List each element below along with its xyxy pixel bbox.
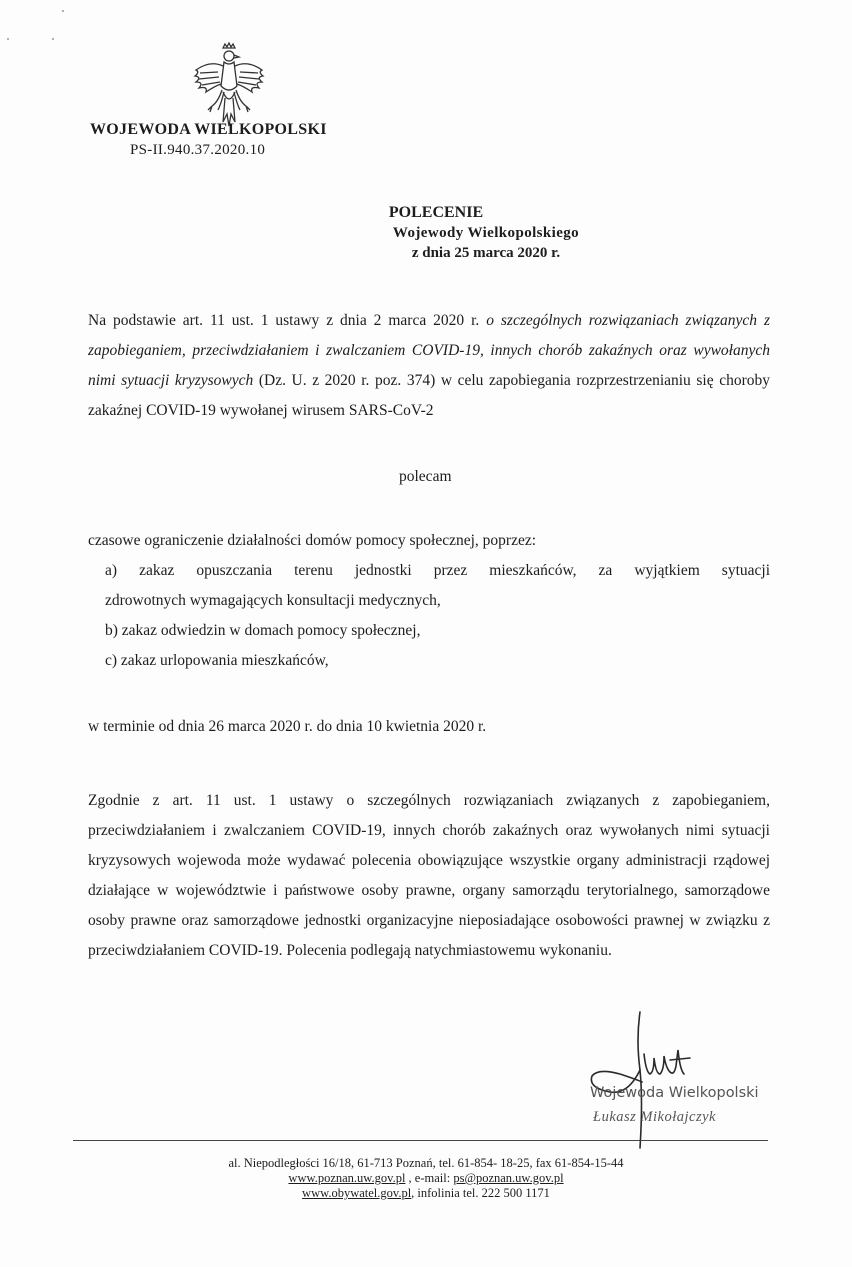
term-statement: w terminie od dnia 26 marca 2020 r. do dnia 10 kwietnia 2020 r. — [88, 718, 487, 735]
footer-address: al. Niepodległości 16/18, 61-713 Poznań, tel. 61-854- 18-25, fax 61-854-15-44 — [228, 1156, 624, 1170]
title-line-3: z dnia 25 marca 2020 r. — [411, 245, 561, 261]
issuer-name: WOJEWODA WIELKOPOLSKI — [90, 121, 327, 138]
signatory-position: Wojewoda Wielkopolski — [590, 1085, 759, 1101]
website-link[interactable]: www.poznan.uw.gov.pl — [288, 1171, 406, 1185]
footer-portal — [0, 1186, 852, 1201]
intro-text-part1: Na podstawie art. 11 ust. 1 ustawy z dnia 2 marca 2020 r. — [88, 312, 487, 329]
hotline-text: , infolinia tel. 222 500 1171 — [411, 1186, 550, 1200]
list-item-b: b) zakaz odwiedzin w domach pomocy społecznej, — [105, 622, 421, 639]
email-separator: , e-mail: — [405, 1171, 454, 1185]
scan-speck — [52, 38, 54, 40]
restriction-lead: czasowe ograniczenie działalności domów pomocy społecznej, poprzez: — [88, 532, 537, 549]
handwritten-signature-icon — [580, 1010, 710, 1150]
document-title — [0, 203, 852, 263]
polish-eagle-emblem-icon — [190, 42, 268, 132]
footer-contact — [0, 1171, 852, 1186]
list-item-a-line2: zdrowotnych wymagających konsultacji medycznych, — [105, 592, 441, 609]
list-item-c: c) zakaz urlopowania mieszkańców, — [105, 652, 329, 669]
legal-basis-paragraph: Zgodnie z art. 11 ust. 1 ustawy o szczególnych rozwiązaniach związanych z zapobieganiem, przeciwdziałaniem i zwalczaniem COVID-19, innych chorób zakaźnych oraz wywołanych nimi sytuacji kryzysowych wojewoda może wydawać polecenia obowiązujące wszystkie organy administracji rządowej działające w województwie i państwowe osoby prawne, organy samorządu terytorialnego, samorządowe osoby prawne oraz samorządowe jednostki organizacyjne nieposiadające osobowości prawnej w związku z przeciwdziałaniem COVID-19. Polecenia podlegają natychmiastowemu wykonaniu. — [88, 792, 770, 959]
signatory-name: Łukasz Mikołajczyk — [593, 1109, 716, 1125]
title-line-2: Wojewody Wielkopolskiego — [392, 225, 580, 241]
email-link[interactable]: ps@poznan.uw.gov.pl — [453, 1171, 564, 1185]
command-word: polecam — [399, 468, 452, 485]
scan-speck — [62, 10, 64, 12]
reference-number: PS-II.940.37.2020.10 — [130, 142, 266, 158]
title-line-1: POLECENIE — [388, 204, 484, 221]
portal-link[interactable]: www.obywatel.gov.pl — [302, 1186, 412, 1200]
restriction-list — [105, 556, 770, 676]
footer-divider — [73, 1140, 768, 1141]
act-title: o szczególnych rozwiązaniach związanych z zapobieganiem, przeciwdziałaniem i zwalczaniem COVID-19, innych chorób zakaźnych oraz wywołanych nimi sytuacji kryzysowych — [88, 312, 770, 389]
intro-paragraph — [88, 306, 770, 426]
intro-text-part2: (Dz. U. z 2020 r. poz. 374) w celu zapobiegania rozprzestrzenianiu się choroby zakaźnej COVID-19 wywołanej wirusem SARS-CoV-2 — [88, 372, 770, 419]
list-item-a-line1: a) zakaz opuszczania terenu jednostki przez mieszkańców, za wyjątkiem sytuacji — [105, 562, 770, 579]
scan-speck — [7, 38, 9, 40]
footer — [0, 1156, 852, 1201]
